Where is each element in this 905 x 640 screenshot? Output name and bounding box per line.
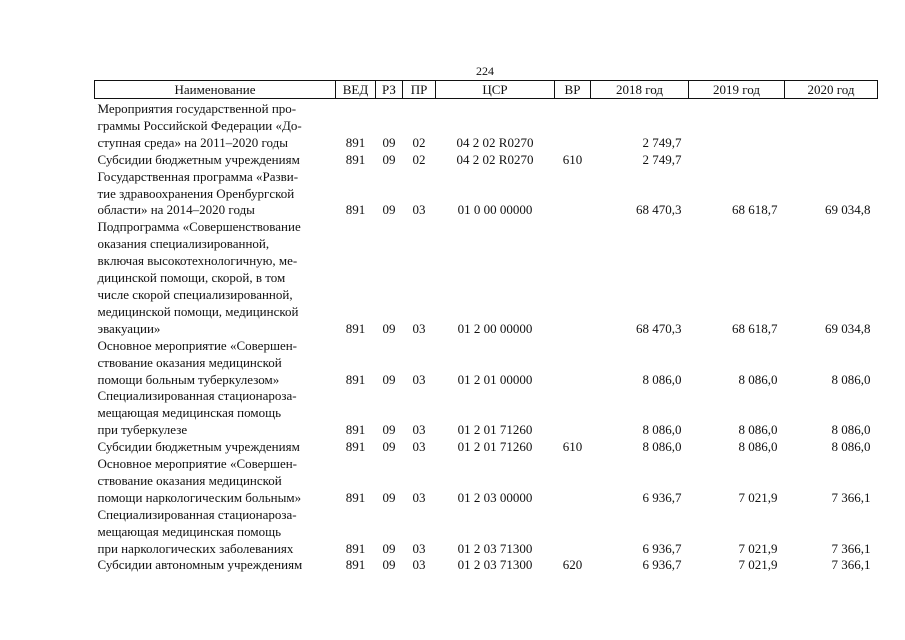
row-vr xyxy=(555,219,591,337)
header-2019: 2019 год xyxy=(689,81,785,99)
row-ved: 891 xyxy=(345,439,366,455)
header-rz: РЗ xyxy=(376,81,403,99)
row-ved: 891 xyxy=(345,371,366,387)
row-amount-2020: 8 086,0 xyxy=(831,371,871,387)
row-amount-2020: 7 366,1 xyxy=(831,489,871,505)
row-amount-2019: 68 618,7 xyxy=(732,320,778,336)
row-vr xyxy=(555,169,591,220)
budget-table xyxy=(94,80,878,574)
row-amount-2019: 8 086,0 xyxy=(738,422,778,438)
row-pr: 03 xyxy=(412,557,426,573)
row-amount-2020: 69 034,8 xyxy=(825,320,871,336)
row-amount-2018: 8 086,0 xyxy=(642,439,682,455)
table-row xyxy=(95,338,878,389)
row-ved: 891 xyxy=(345,557,366,573)
row-pr: 03 xyxy=(412,320,426,336)
row-ved: 891 xyxy=(345,134,366,150)
row-amount-2018: 2 749,7 xyxy=(642,151,682,167)
row-vr: 610 xyxy=(562,151,583,167)
row-amount-2018: 68 470,3 xyxy=(636,202,682,218)
row-vr xyxy=(555,507,591,558)
page-number: 224 xyxy=(476,64,494,78)
row-vr xyxy=(555,388,591,439)
table-row xyxy=(95,388,878,439)
row-amount-2018: 68 470,3 xyxy=(636,320,682,336)
row-amount-2019 xyxy=(689,152,785,169)
row-csr: 01 2 00 00000 xyxy=(457,320,533,336)
row-name: Специализированная стационароза- мещающая медицинская помощь при туберкулезе xyxy=(97,388,297,438)
row-rz: 09 xyxy=(382,540,396,556)
row-amount-2019: 7 021,9 xyxy=(738,557,778,573)
table-header-row xyxy=(95,81,878,99)
header-name: Наименование xyxy=(95,81,336,99)
row-rz: 09 xyxy=(382,134,396,150)
table-row xyxy=(95,557,878,574)
row-amount-2018: 6 936,7 xyxy=(642,540,682,556)
table-row xyxy=(95,99,878,152)
row-name: Субсидии бюджетным учреждениям xyxy=(97,151,300,167)
row-rz: 09 xyxy=(382,489,396,505)
header-ved: ВЕД xyxy=(336,81,376,99)
row-name: Мероприятия государственной про- граммы Российской Федерации «До- ступная среда» на 2011–2020 годы xyxy=(97,101,302,150)
table-row xyxy=(95,169,878,220)
row-rz: 09 xyxy=(382,202,396,218)
row-csr: 01 2 03 71300 xyxy=(457,557,533,573)
row-rz: 09 xyxy=(382,557,396,573)
row-pr: 03 xyxy=(412,202,426,218)
row-ved: 891 xyxy=(345,422,366,438)
row-csr: 01 2 03 71300 xyxy=(457,540,533,556)
row-ved: 891 xyxy=(345,489,366,505)
row-amount-2018: 6 936,7 xyxy=(642,489,682,505)
row-pr: 03 xyxy=(412,489,426,505)
row-amount-2019: 7 021,9 xyxy=(738,489,778,505)
row-csr: 01 2 01 71260 xyxy=(457,422,533,438)
row-ved: 891 xyxy=(345,202,366,218)
row-amount-2020: 7 366,1 xyxy=(831,540,871,556)
row-name: Основное мероприятие «Совершен- ствование оказания медицинской помощи наркологическим больным» xyxy=(97,456,302,505)
table-row xyxy=(95,507,878,558)
row-amount-2020 xyxy=(785,99,878,152)
table-row xyxy=(95,219,878,337)
row-amount-2019: 8 086,0 xyxy=(738,371,778,387)
row-pr: 02 xyxy=(412,134,426,150)
row-amount-2019 xyxy=(689,99,785,152)
row-rz: 09 xyxy=(382,422,396,438)
row-amount-2019: 68 618,7 xyxy=(732,202,778,218)
row-name: Подпрограмма «Совершенствование оказания специализированной, включая высокотехнологичную, ме- дицинской помощи, скорой, в том числе скорой специализированной, медицинской помощи, медицинской эвакуации» xyxy=(97,219,301,336)
row-pr: 03 xyxy=(412,540,426,556)
row-csr: 01 2 01 00000 xyxy=(457,371,533,387)
header-csr: ЦСР xyxy=(436,81,555,99)
row-csr: 01 2 03 00000 xyxy=(457,489,533,505)
row-amount-2018: 2 749,7 xyxy=(642,134,682,150)
row-vr: 610 xyxy=(562,439,583,455)
header-pr: ПР xyxy=(403,81,436,99)
row-amount-2018: 8 086,0 xyxy=(642,371,682,387)
header-vr: ВР xyxy=(555,81,591,99)
row-ved: 891 xyxy=(345,320,366,336)
row-pr: 02 xyxy=(412,151,426,167)
row-csr: 04 2 02 R0270 xyxy=(456,134,534,150)
table-row xyxy=(95,152,878,169)
row-rz: 09 xyxy=(382,320,396,336)
row-csr: 01 2 01 71260 xyxy=(457,439,533,455)
header-2018: 2018 год xyxy=(591,81,689,99)
row-ved: 891 xyxy=(345,151,366,167)
row-amount-2018: 8 086,0 xyxy=(642,422,682,438)
table-row xyxy=(95,456,878,507)
row-vr xyxy=(555,338,591,389)
row-rz: 09 xyxy=(382,151,396,167)
row-csr: 04 2 02 R0270 xyxy=(456,151,534,167)
row-name: Основное мероприятие «Совершен- ствование оказания медицинской помощи больным туберкулезом» xyxy=(97,337,298,387)
header-2020: 2020 год xyxy=(785,81,878,99)
row-name: Субсидии бюджетным учреждениям xyxy=(97,439,300,455)
row-amount-2020 xyxy=(785,152,878,169)
row-pr: 03 xyxy=(412,422,426,438)
row-vr xyxy=(555,99,591,152)
row-amount-2018: 6 936,7 xyxy=(642,557,682,573)
row-rz: 09 xyxy=(382,371,396,387)
row-name: Субсидии автономным учреждениям xyxy=(97,557,303,573)
row-pr: 03 xyxy=(412,371,426,387)
row-amount-2020: 69 034,8 xyxy=(825,202,871,218)
row-name: Специализированная стационароза- мещающая медицинская помощь при наркологических заболеваниях xyxy=(97,506,297,556)
row-amount-2020: 8 086,0 xyxy=(831,439,871,455)
row-amount-2019: 7 021,9 xyxy=(738,540,778,556)
row-amount-2019: 8 086,0 xyxy=(738,439,778,455)
table-row xyxy=(95,439,878,456)
row-rz: 09 xyxy=(382,439,396,455)
row-amount-2020: 7 366,1 xyxy=(831,557,871,573)
row-amount-2020: 8 086,0 xyxy=(831,422,871,438)
row-ved: 891 xyxy=(345,540,366,556)
row-vr xyxy=(555,456,591,507)
row-vr: 620 xyxy=(562,557,583,573)
row-name: Государственная программа «Разви- тие здравоохранения Оренбургской области» на 2014–2020 годы xyxy=(97,168,299,218)
row-csr: 01 0 00 00000 xyxy=(457,202,533,218)
row-pr: 03 xyxy=(412,439,426,455)
